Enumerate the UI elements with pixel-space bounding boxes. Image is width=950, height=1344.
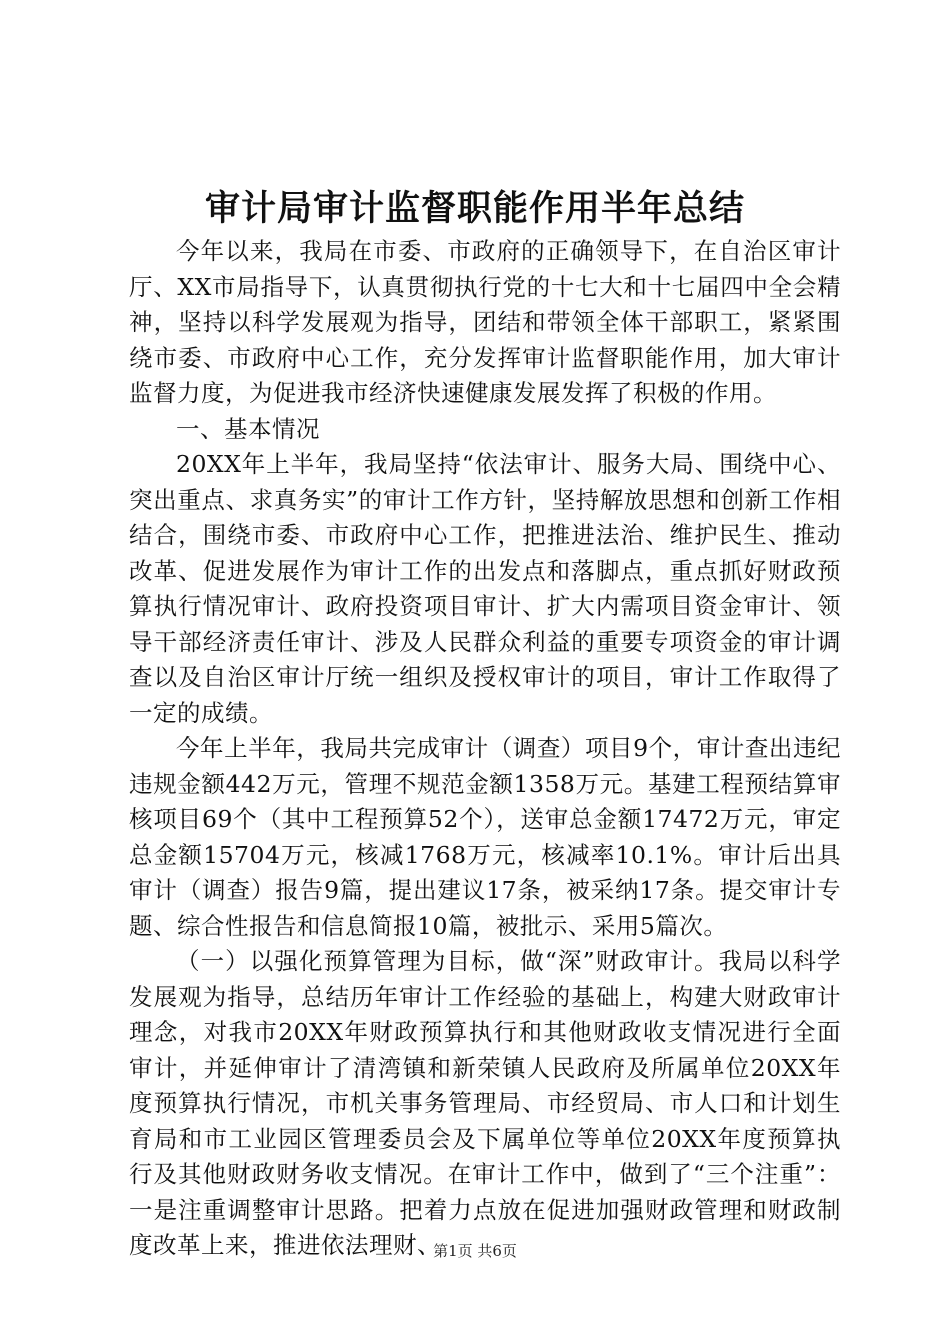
document-title: 审计局审计监督职能作用半年总结 [204,188,745,229]
paragraph-work-policy: 20XX年上半年，我局坚持“依法审计、服务大局、围绕中心、突出重点、求真务实”的审计工作方针，坚持解放思想和创新工作相结合，围绕市委、市政府中心工作，把推进法治、维护民生、推动改革、促进发展作为审计工作的出发点和落脚点，重点抓好财政预算执行情况审计、政府投资项目审计、扩大内需项目资金审计、领导干部经济责任审计、涉及人民群众利益的重要专项资金的审计调查以及自治区审计厅统一组织及授权审计的项目，审计工作取得了一定的成绩。 [129,450,841,727]
paragraph-intro: 今年以来，我局在市委、市政府的正确领导下，在自治区审计厅、XX市局指导下，认真贯彻执行党的十七大和十七届四中全会精神，坚持以科学发展观为指导，团结和带领全体干部职工，紧紧围绕市委、市政府中心工作，充分发挥审计监督职能作用，加大审计监督力度，为促进我市经济快速健康发展发挥了积极的作用。 [129,237,841,407]
page-number-footer: 第1页 共6页 [433,1242,517,1260]
document-body [129,234,841,1264]
paragraph-statistics: 今年上半年，我局共完成审计（调查）项目9个，审计查出违纪违规金额442万元，管理不规范金额1358万元。基建工程预结算审核项目69个（其中工程预算52个），送审总金额17472万元，审定总金额15704万元，核减1768万元，核减率10.1%。审计后出具审计（调查）报告9篇，提出建议17条，被采纳17条。提交审计专题、综合性报告和信息简报10篇，被批示、采用5篇次。 [129,734,841,940]
paragraph-budget-audit: （一）以强化预算管理为目标，做“深”财政审计。我局以科学发展观为指导，总结历年审计工作经验的基础上，构建大财政审计理念，对我市20XX年财政预算执行和其他财政收支情况进行全面审计，并延伸审计了清湾镇和新荣镇人民政府及所属单位20XX年度预算执行情况，市机关事务管理局、市经贸局、市人口和计划生育局和市工业园区管理委员会及下属单位等单位20XX年度预算执行及其他财政财务收支情况。在审计工作中，做到了“三个注重”：一是注重调整审计思路。把着力点放在促进加强财政管理和财政制度改革上来，推进依法理财、 [129,947,841,1259]
section-heading-basic-situation: 一、基本情况 [176,414,320,443]
